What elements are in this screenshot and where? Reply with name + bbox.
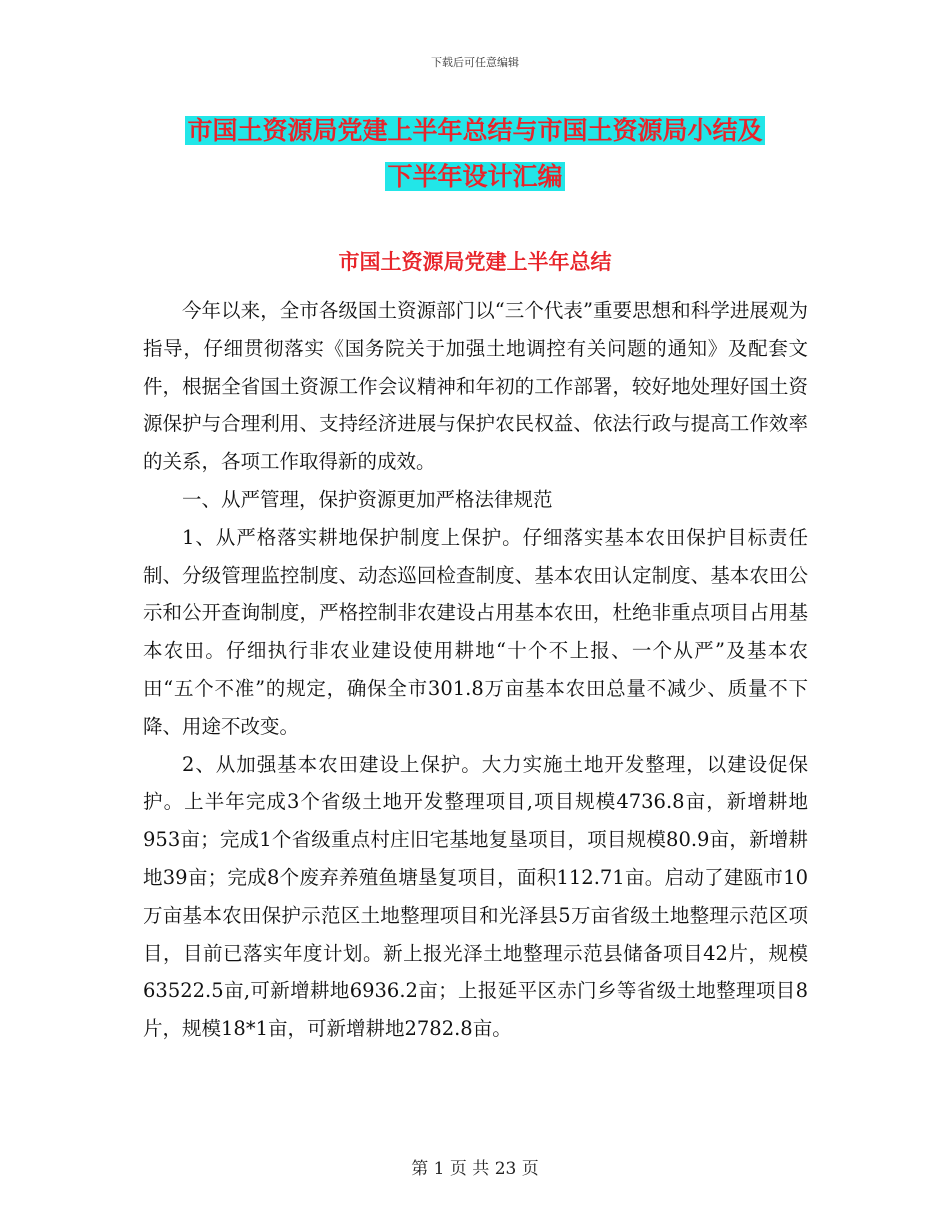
paragraph-item-2: 2、从加强基本农田建设上保护。大力实施土地开发整理，以建设促保护。上半年完成3个省级土地开发整理项目,项目规模4736.8亩，新增耕地953亩；完成1个省级重点村庄旧宅基地复垦项目，项目规模80.9亩，新增耕地39亩；完成8个废弃养殖鱼塘垦复项目，面积112.71亩。启动了建瓯市10万亩基本农田保护示范区土地整理项目和光泽县5万亩省级土地整理示范区项目，目前已落实年度计划。新上报光泽土地整理示范县储备项目42片，规模63522.5亩,可新增耕地6936.2亩；上报延平区赤门乡等省级土地整理项目8片，规模18*1亩，可新增耕地2782.8亩。 [143,752,808,1041]
page-footer: 第 1 页 共 23 页 [411,1159,539,1179]
paragraph-item-1: 1、从严格落实耕地保护制度上保护。仔细落实基本农田保护目标责任制、分级管理监控制度、动态巡回检查制度、基本农田认定制度、基本农田公示和公开查询制度，严格控制非农建设占用基本农田，杜绝非重点项目占用基本农田。仔细执行非农业建设使用耕地“十个不上报、一个从严”及基本农田“五个不准”的规定，确保全市301.8万亩基本农田总量不减少、质量不下降、用途不改变。 [143,525,808,738]
document-title [0,108,950,200]
paragraph-heading-1: 一、从严管理，保护资源更加严格法律规范 [182,487,553,511]
paragraph-intro: 今年以来，全市各级国土资源部门以“三个代表”重要思想和科学进展观为指导，仔细贯彻落实《国务院关于加强土地调控有关问题的通知》及配套文件，根据全省国土资源工作会议精神和年初的工作部署，较好地处理好国土资源保护与合理利用、支持经济进展与保护农民权益、依法行政与提高工作效率的关系，各项工作取得新的成效。 [143,299,808,474]
document-body [143,292,808,1048]
section-title: 市国土资源局党建上半年总结 [338,249,612,274]
header-note: 下载后可任意编辑 [431,56,519,69]
document-title-line1: 市国土资源局党建上半年总结与市国土资源局小结及 [187,116,763,145]
document-title-line2: 下半年设计汇编 [387,162,563,191]
